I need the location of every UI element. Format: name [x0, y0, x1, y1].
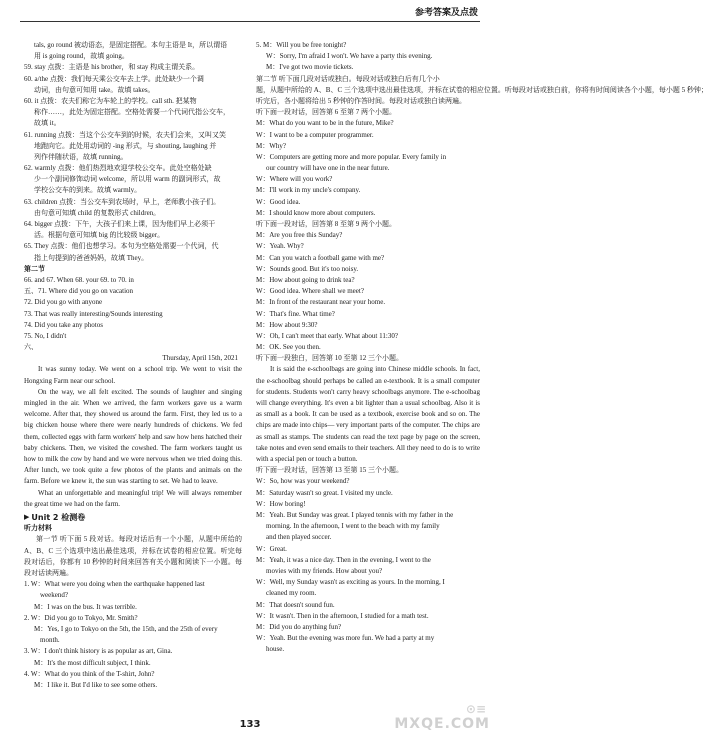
text-line: 5. M：Will you be free tonight? — [256, 41, 347, 49]
essay-paragraph: On the way, we all felt excited. The sounds of laughter and singing mingled in the air. When we arrived, the farm workers gave us a warm welcome. After that, they showed us around the farm. First, they led us to a big chicken house where there were nearly hundreds of chickens. We fed them, collected eggs with farm workers' help and saw how hens hatched their baby chickens. Then, we visited the cowshed. The farm workers taught us how to milk the cow by hand and we were nervous when we tried doing this. After lunch, we took quite a few photos of the plants and animals on the farm. Before we knew it, the sun was starting to set. We had to leave. — [24, 387, 242, 486]
text-line: 听下面一段对话，回答第 6 至第 7 两个小题。 — [256, 108, 396, 117]
text-line: 用 is going round，故填 going。 — [34, 52, 129, 61]
essay-body — [24, 364, 242, 510]
text-line: and then played soccer. — [266, 533, 332, 542]
text-line: W：So, how was your weekend? — [256, 477, 350, 486]
text-line: 指上句提到的爸爸妈妈，故填 They。 — [34, 253, 149, 262]
text-line: 72. Did you go with anyone — [24, 298, 103, 307]
text-line: 60. it 点拨：农夫们称它为车轮上的学校。call sth. 把某物 — [24, 96, 197, 105]
text-line: 64. bigger 点拨：下午，大孩子们来上课，因为他们早上必须干 — [24, 220, 216, 228]
text-line: 听下面一段独白，回答第 10 至第 12 三个小题。 — [256, 354, 403, 363]
listening-dialogues — [24, 579, 242, 691]
text-line: M：How about 9:30? — [256, 320, 318, 329]
text-line: W：It wasn't. Then in the afternoon, I studied for a math test. — [256, 611, 429, 620]
text-line: W：I want to be a computer programmer. — [256, 130, 374, 139]
essay-paragraph: It was sunny today. We went on a school trip. We went to visit the Hongxing Farm near our school. — [24, 365, 242, 385]
text-line: 题，从题中所给的 A、B、C 三个选项中选出最佳选项，并标在试卷的相应位置。听每段对话或独白前，你将有时间阅读各个小题，每小题 5 秒钟； — [256, 85, 708, 94]
text-line: 列作伴随状语，故填 running。 — [34, 152, 128, 161]
essay-date: Thursday, April 15th, 2021 — [162, 354, 238, 363]
text-line: M：Saturday wasn't so great. I visited my uncle. — [256, 488, 393, 497]
text-line: 59. stay 点拨：主语是 his brother，和 stay 构成主谓关系。 — [24, 63, 200, 72]
left-column — [24, 40, 242, 691]
text-line: 62. warmly 点拨：他们热烈地欢迎学校公交车。此处空格处缺 — [24, 164, 212, 173]
text-line: M：Did you do anything fun? — [256, 622, 342, 631]
text-line: M：Yeah, it was a nice day. Then in the evening, I went to the — [256, 555, 431, 564]
text-line: 1. W：What were you doing when the earthquake happened last — [24, 580, 205, 589]
page-header — [0, 0, 500, 22]
text-line: W：Good idea. Where shall we meet? — [256, 287, 364, 296]
text-line: 61. running 点拨：当这个公交车到的时候，农夫们会来，又叫又笑 — [24, 130, 227, 139]
text-line: 第二节 听下面几段对话或独白。每段对话或独白后有几个小 — [256, 74, 440, 83]
text-line: 74. Did you take any photos — [24, 320, 103, 329]
text-line: M：How about going to drink tea? — [256, 275, 355, 284]
text-line: 六、 — [24, 343, 38, 352]
text-line: 故填 it。 — [34, 119, 61, 128]
text-line: W：Great. — [256, 544, 287, 553]
text-line: W：Computers are getting more and more popular. Every family in — [256, 152, 447, 161]
text-line: 2. W：Did you go to Tokyo, Mr. Smith? — [24, 613, 138, 622]
text-line: 75. No, I didn't — [24, 331, 67, 340]
text-line: W：Yeah. But the evening was more fun. We had a party at my — [256, 634, 435, 643]
text-line: 少一个副词修饰动词 welcome，所以用 warm 的副词形式，故 — [34, 175, 221, 184]
text-line: W：Yeah. Why? — [256, 242, 304, 251]
text-line: W：Oh, I can't meet that early. What about 11:30? — [256, 331, 398, 340]
unit-label: Unit 2 检测卷 — [31, 513, 86, 523]
text-line: 第二节 — [24, 264, 45, 273]
essay-paragraph: What an unforgettable and meaningful trip! We will always remember the great time we had on the farm. — [24, 488, 242, 508]
text-line: M：I was on the bus. It was terrible. — [34, 602, 137, 611]
text-line: M：What do you want to be in the future, Mike? — [256, 119, 394, 128]
dialogue-lines — [256, 40, 708, 364]
text-line: 学校公交车的到来。故填 warmly。 — [34, 186, 142, 195]
text-line: weekend? — [40, 591, 68, 600]
text-line: 66. and 67. When 68. your 69. to 70. in — [24, 275, 134, 284]
text-line: 由句意可知填 child 的复数形式 children。 — [34, 208, 161, 217]
text-line: M：OK. See you then. — [256, 343, 321, 352]
text-line: 活。根据句意可知填 big 的比较级 bigger。 — [34, 231, 165, 240]
text-line: 63. children 点拨：当公交车到农场时，早上，老师教小孩子们。 — [24, 197, 221, 206]
text-line: 4. W：What do you think of the T-shirt, John? — [24, 669, 155, 678]
text-line: 听完后，各小题将给出 5 秒钟的作答时间。每段对话或独白读两遍。 — [256, 96, 466, 105]
listening-intro: 第一节 听下面 5 段对话。每段对话后有一个小题，从题中所给的 A、B、C 三个选项中选出最佳选项，并标在试卷的相应位置。听完每段对话后，你都有 10 秒钟的时间来回答有关小题和阅读下一小题。每段对话读两遍。 — [24, 535, 242, 578]
text-line: 65. They 点拨：他们也想学习。本句为空格处需要一个代词，代 — [24, 242, 219, 251]
text-line: 听下面一段对话，回答第 8 至第 9 两个小题。 — [256, 220, 396, 228]
text-line: M：Yes, I go to Tokyo on the 5th, the 15th, and the 25th of every — [34, 625, 218, 634]
unit-heading — [24, 512, 242, 523]
text-line: M：Why? — [256, 141, 286, 150]
watermark-text: MXQE.COM — [394, 716, 490, 732]
triangle-icon: ▶ — [24, 513, 30, 522]
watermark-logo: ⊙≡ — [465, 702, 486, 716]
listening-heading: 听力材料 — [24, 524, 52, 533]
text-line: M：I like it. But I'd like to see some others. — [34, 680, 158, 689]
text-line: M：Yeah. But Sunday was great. I played tennis with my father in the — [256, 511, 454, 520]
answer-notes — [24, 40, 242, 353]
text-line: W：Well, my Sunday wasn't as exciting as yours. In the morning, I — [256, 578, 445, 587]
text-line: 五、71. Where did you go on vacation — [24, 287, 134, 296]
text-line: M：I'll work in my uncle's company. — [256, 186, 361, 195]
text-line: M：In front of the restaurant near your home. — [256, 298, 386, 307]
text-line: 动词，由句意可知用 take。故填 takes。 — [34, 85, 155, 94]
text-line: 称作……，此处为固定搭配。空格处需要一个代词代指公交车， — [34, 108, 230, 117]
text-line: 地跑向它。此处用动词的 -ing 形式，与 shouting, laughing 并 — [34, 141, 217, 150]
text-line: our country will have one in the near future. — [266, 164, 390, 173]
text-line: W：Good idea. — [256, 197, 301, 206]
header-title: 参考答案及点拨 — [414, 8, 478, 18]
text-line: 73. That was really interesting/Sounds interesting — [24, 309, 163, 318]
text-line: M：I should know more about computers. — [256, 208, 376, 217]
text-line: 听下面一段对话，回答第 13 至第 15 三个小题。 — [256, 466, 403, 475]
text-line: 60. a/the 点拨：我们每天乘公交车去上学。此处缺少一个调 — [24, 74, 204, 83]
text-line: tals, go round 被动语态，是固定搭配。本句主语是 It，所以谓语 — [34, 41, 228, 49]
header-rule — [20, 21, 480, 22]
text-line: M：I've got two movie tickets. — [266, 63, 354, 72]
text-line: W：Where will you work? — [256, 175, 333, 184]
text-line: month. — [40, 636, 60, 645]
text-line: M：Can you watch a football game with me? — [256, 253, 385, 262]
monologue-text: It is said the e-schoolbags are going into Chinese middle schools. In fact, the e-schoolbag should perhaps be called an e-textbook. It is a small computer for students. Students won't carry heavy schoolbags anymore. The e-schoolbag will change everything. It's even a bit lighter than a usual schoolbag. Also it is as small as a book. It can be used as a textbook, exercise book and so on. The chips are made into chips— very important parts of the computer. The chips are as small as stamps. The students can read the text page by page on the screen, take notes and even send emails to their teachers. All they need to do is to write with a special pen or touch a button. — [256, 365, 480, 464]
text-line: W：How boring! — [256, 499, 306, 508]
dialogue-lines-2 — [256, 465, 480, 655]
text-line: cleaned my room. — [266, 589, 317, 598]
text-line: M：It's the most difficult subject, I think. — [34, 658, 151, 667]
text-line: W：That's fine. What time? — [256, 309, 335, 318]
text-line: movies with my friends. How about you? — [266, 566, 383, 575]
right-column — [256, 40, 708, 655]
text-line: W：Sounds good. But it's too noisy. — [256, 264, 359, 273]
text-line: M：That doesn't sound fun. — [256, 600, 335, 609]
text-line: 3. W：I don't think history is as popular as art, Gina. — [24, 647, 173, 656]
text-line: M：Are you free this Sunday? — [256, 231, 343, 240]
page-number: 133 — [239, 719, 261, 730]
text-line: morning. In the afternoon, I went to the beach with my family — [266, 522, 440, 531]
text-line: W：Sorry, I'm afraid I won't. We have a party this evening. — [266, 52, 433, 61]
text-line: house. — [266, 645, 285, 654]
